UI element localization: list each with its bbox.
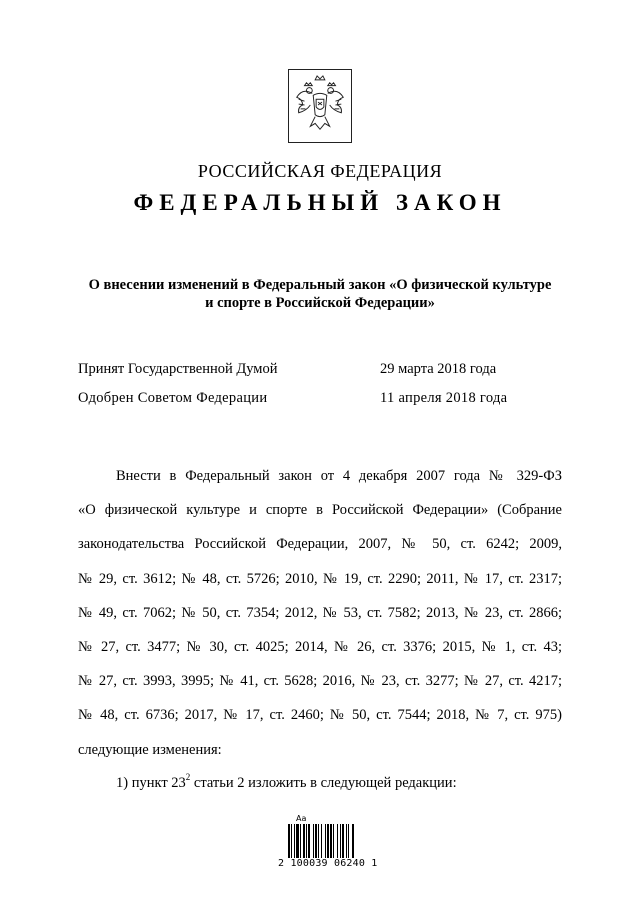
amendment-item-1 — [116, 773, 457, 792]
barcode-bars — [288, 824, 378, 858]
body-line: № 49, ст. 7062; № 50, ст. 7354; 2012, № 53, ст. 7582; 2013, № 23, ст. 2866; — [78, 604, 562, 621]
country-heading: РОССИЙСКАЯ ФЕДЕРАЦИЯ — [197, 161, 443, 181]
adopted-label: Принят Государственной Думой — [78, 361, 278, 377]
barcode-bar — [313, 824, 314, 858]
barcode-bar — [315, 824, 317, 858]
barcode-bar — [321, 824, 322, 858]
law-title — [70, 276, 570, 312]
barcode-bar — [318, 824, 319, 858]
law-title-line: и спорте в Российской Федерации» — [205, 295, 435, 311]
document-type-heading: ФЕДЕРАЛЬНЫЙ ЗАКОН — [133, 190, 507, 215]
law-title-line: О внесении изменений в Федеральный закон «О физической культуре — [88, 277, 552, 293]
barcode-bar — [325, 824, 326, 858]
barcode — [278, 814, 378, 870]
barcode-bar — [342, 824, 344, 858]
barcode-bar — [348, 824, 349, 858]
body-line: № 29, ст. 3612; № 48, ст. 5726; 2010, № 19, ст. 2290; 2011, № 17, ст. 2317; — [78, 570, 562, 587]
barcode-mark: Aa — [296, 814, 307, 823]
barcode-bar — [340, 824, 341, 858]
item-suffix: статьи 2 изложить в следующей редакции: — [190, 774, 457, 791]
barcode-bar — [327, 824, 329, 858]
item-superscript: 2 — [185, 772, 191, 782]
barcode-bar — [346, 824, 347, 858]
body-line: «О физической культуре и спорте в Российской Федерации» (Собрание — [78, 502, 562, 519]
barcode-digits: 2 100039 06240 1 — [278, 858, 378, 869]
barcode-bar — [337, 824, 338, 858]
barcode-bar — [300, 824, 301, 858]
barcode-bar — [333, 824, 334, 858]
barcode-bar — [294, 824, 295, 858]
barcode-bar — [306, 824, 307, 858]
approved-label: Одобрен Советом Федерации — [78, 390, 268, 406]
barcode-bar — [303, 824, 305, 858]
item-prefix: 1) пункт 23 — [116, 774, 186, 791]
body-line: законодательства Российской Федерации, 2007, № 50, ст. 6242; 2009, — [78, 536, 562, 553]
body-paragraph — [78, 459, 562, 767]
body-line: № 48, ст. 6736; 2017, № 17, ст. 2460; № 50, ст. 7544; 2018, № 7, ст. 975) — [78, 707, 562, 724]
approved-date: 11 апреля 2018 года — [380, 390, 508, 406]
barcode-bar — [288, 824, 290, 858]
body-line: Внести в Федеральный закон от 4 декабря 2007 года № 329-ФЗ — [116, 468, 562, 484]
adopted-date: 29 марта 2018 года — [380, 361, 497, 377]
body-line: следующие изменения: — [78, 741, 222, 758]
body-line: № 27, ст. 3477; № 30, ст. 4025; 2014, № 26, ст. 3376; 2015, № 1, ст. 43; — [78, 638, 562, 655]
barcode-bar — [296, 824, 299, 858]
barcode-bar — [330, 824, 332, 858]
barcode-bar — [352, 824, 354, 858]
body-line: № 27, ст. 3993, 3995; № 41, ст. 5628; 2016, № 23, ст. 3277; № 27, ст. 4217; — [78, 673, 562, 690]
barcode-bar — [308, 824, 310, 858]
coat-of-arms-icon — [288, 69, 352, 143]
barcode-bar — [291, 824, 292, 858]
